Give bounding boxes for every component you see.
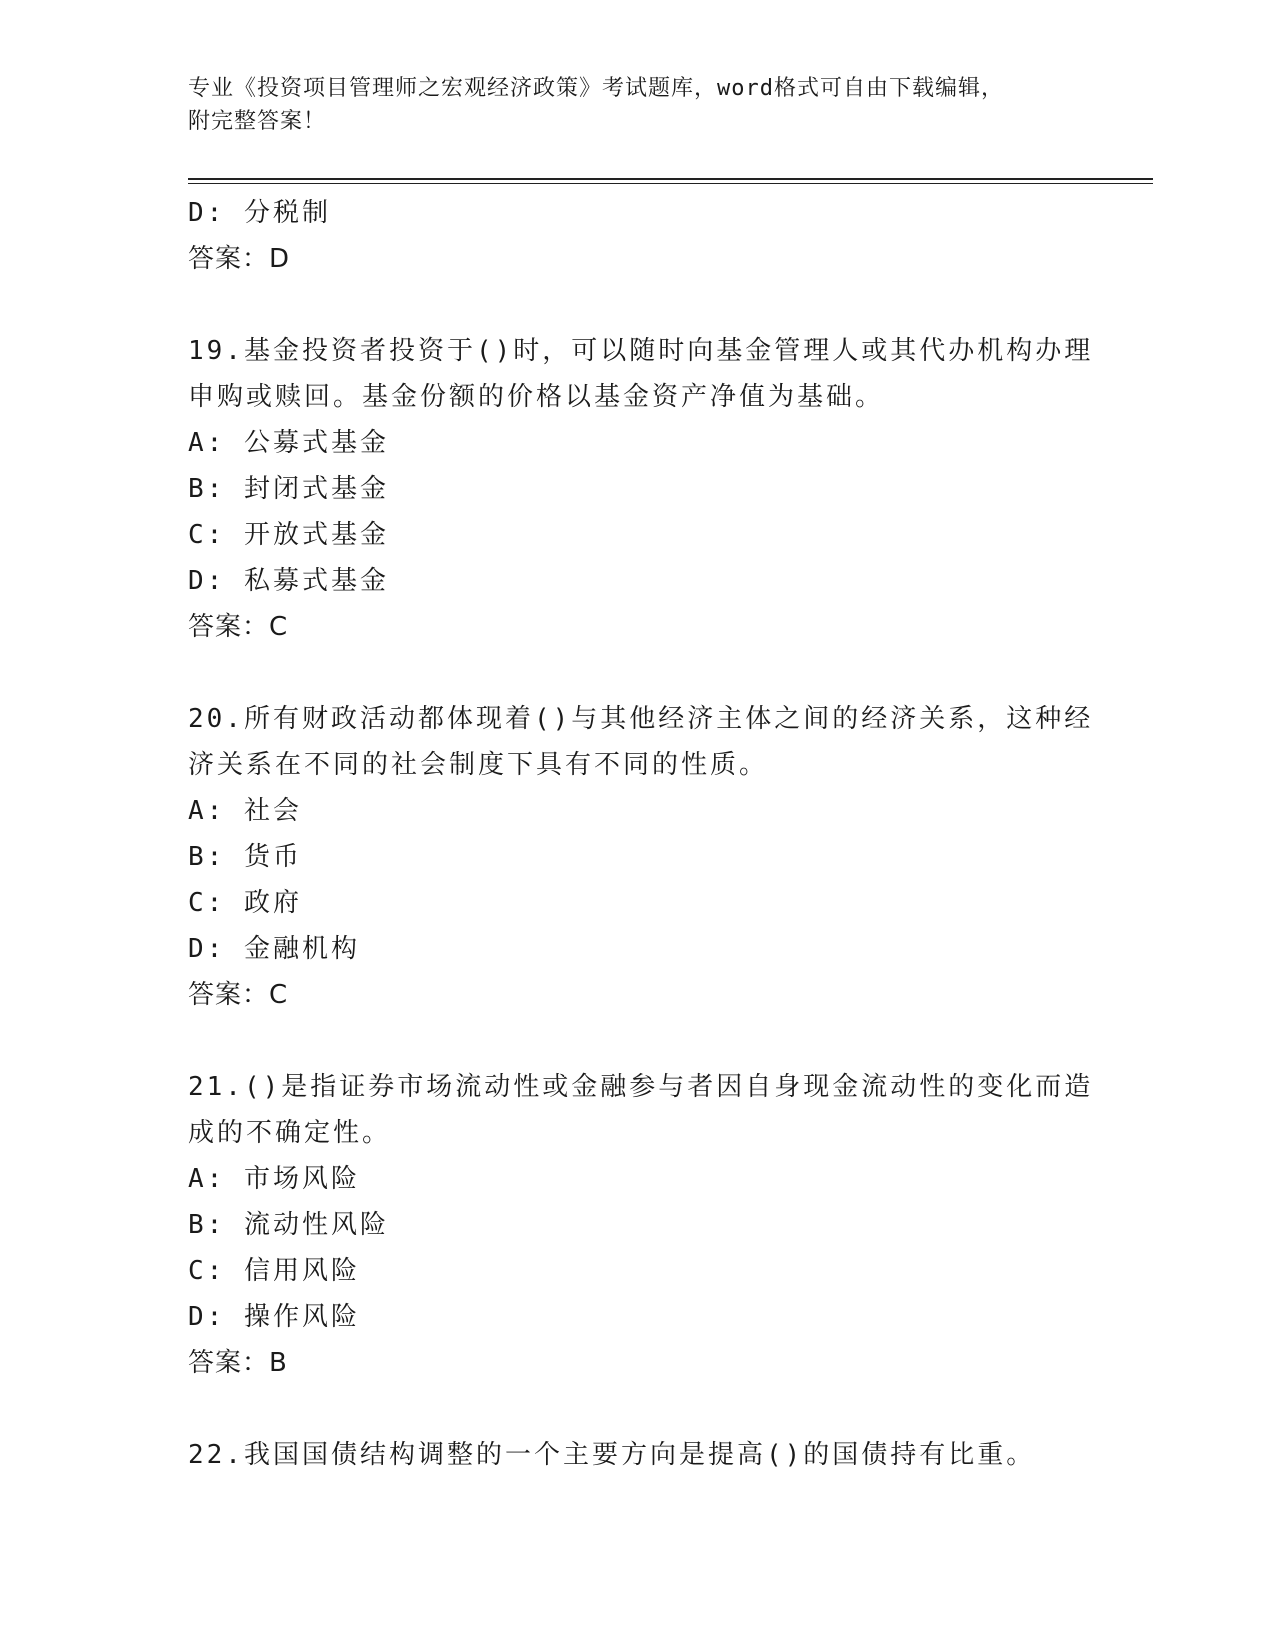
answer-line: 答案：B (188, 1348, 288, 1378)
answer-line: 答案：D (188, 244, 291, 274)
header-divider-thin (188, 183, 1153, 184)
option-d: D: 操作风险 (188, 1302, 360, 1332)
option-d: D: 私募式基金 (188, 566, 389, 596)
question-list (188, 190, 1094, 1478)
answer-line: 答案：C (188, 980, 289, 1010)
question-text-continued: 申购或赎回。基金份额的价格以基金资产净值为基础。 (188, 382, 885, 412)
question-block (188, 1432, 1088, 1478)
option-c: C: 信用风险 (188, 1256, 360, 1286)
question-block (188, 328, 1094, 650)
option-c: C: 开放式基金 (188, 520, 389, 550)
option-c: C: 政府 (188, 888, 302, 918)
option-a: A: 社会 (188, 796, 302, 826)
option-a: A: 公募式基金 (188, 428, 389, 458)
header-divider-thick (188, 178, 1153, 180)
option-b: B: 货币 (188, 842, 302, 872)
question-text-continued: 成的不确定性。 (188, 1118, 392, 1148)
option-d: D: 分税制 (188, 198, 331, 228)
option-b: B: 封闭式基金 (188, 474, 389, 504)
question-text: 22.我国国债结构调整的一个主要方向是提高()的国债持有比重。 (188, 1440, 1036, 1470)
document-header (188, 72, 1088, 138)
header-line-1: 专业《投资项目管理师之宏观经济政策》考试题库，word格式可自由下载编辑， (188, 76, 1004, 101)
header-line-2: 附完整答案！ (188, 109, 327, 134)
question-block (188, 696, 1094, 1018)
option-b: B: 流动性风险 (188, 1210, 389, 1240)
question-text-continued: 济关系在不同的社会制度下具有不同的性质。 (188, 750, 769, 780)
question-block (188, 1064, 1094, 1386)
question-text: 19.基金投资者投资于()时，可以随时向基金管理人或其代办机构办理 (188, 336, 1094, 366)
question-text: 21.()是指证券市场流动性或金融参与者因自身现金流动性的变化而造 (188, 1072, 1094, 1102)
option-a: A: 市场风险 (188, 1164, 360, 1194)
option-d: D: 金融机构 (188, 934, 360, 964)
question-text: 20.所有财政活动都体现着()与其他经济主体之间的经济关系，这种经 (188, 704, 1094, 734)
answer-line: 答案：C (188, 612, 289, 642)
